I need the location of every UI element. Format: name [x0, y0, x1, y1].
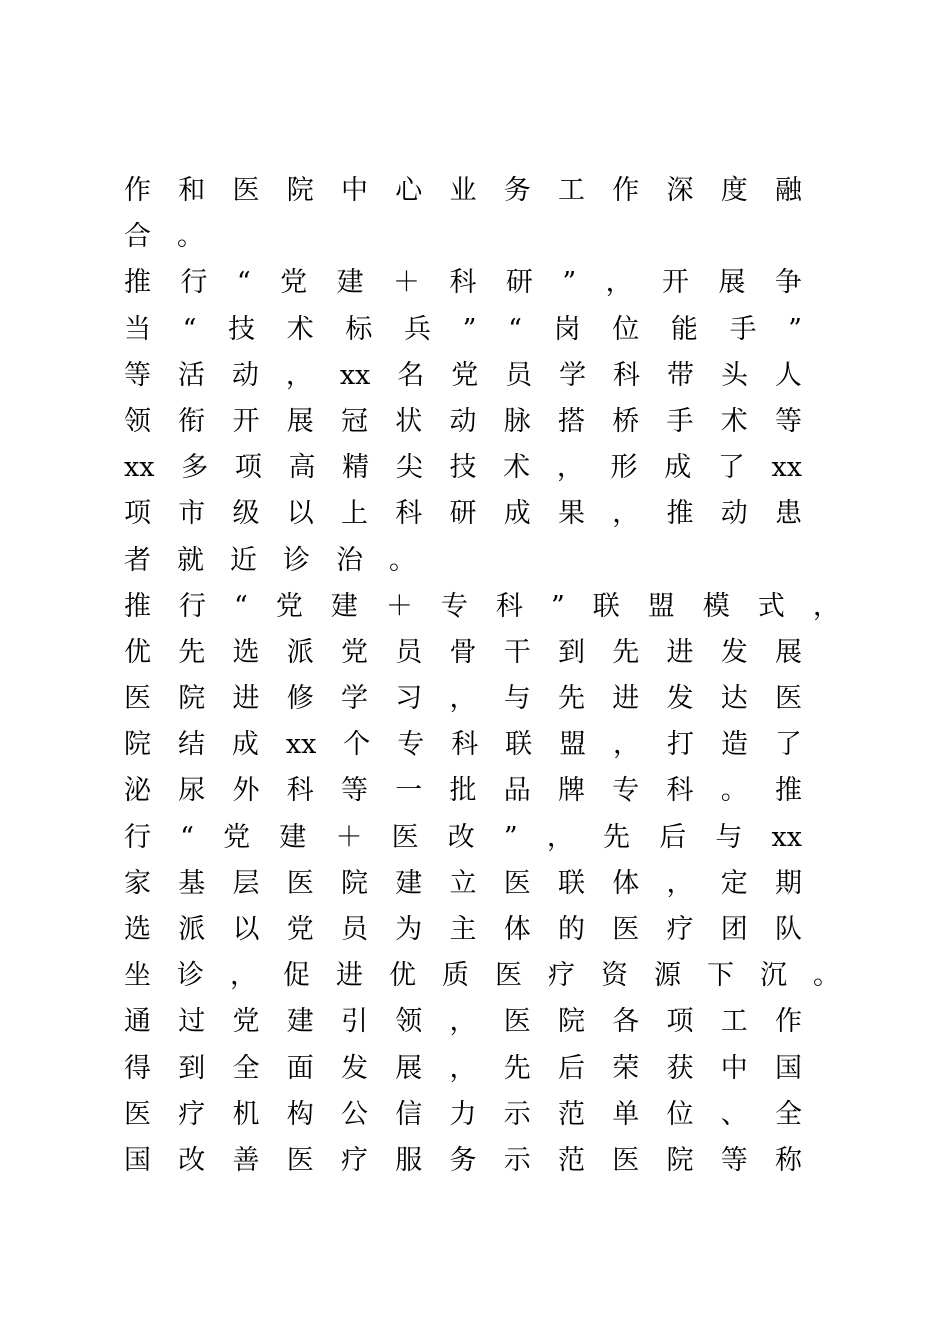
text-glyph: 主 — [449, 914, 477, 945]
text-glyph: 术 — [503, 452, 531, 484]
text-glyph: 推 — [124, 267, 151, 299]
text-glyph: 带 — [667, 359, 694, 391]
text-glyph: 院 — [666, 1144, 694, 1176]
text-glyph: 专 — [612, 775, 640, 807]
text-glyph: 争 — [774, 267, 802, 299]
text-glyph: 联 — [592, 590, 620, 622]
text-glyph: 与 — [715, 821, 743, 853]
text-glyph: 展 — [775, 636, 802, 668]
text-glyph: 全 — [232, 1052, 260, 1084]
text-glyph: 促 — [283, 960, 310, 992]
text-glyph: 员 — [505, 359, 533, 391]
text-glyph: 建 — [286, 1006, 314, 1038]
text-glyph: 中 — [720, 1052, 748, 1084]
text-glyph: 作 — [612, 175, 640, 206]
text-glyph: 国 — [775, 1052, 802, 1084]
text-glyph: xx — [124, 452, 155, 484]
text-glyph: 作 — [124, 175, 151, 206]
text-line — [124, 861, 802, 907]
text-glyph: 服 — [395, 1144, 423, 1176]
text-glyph: ， — [449, 1006, 477, 1038]
text-glyph: 为 — [395, 914, 423, 945]
text-glyph: 名 — [397, 359, 425, 391]
text-glyph: 外 — [232, 775, 260, 807]
text-glyph: 定 — [720, 867, 748, 899]
text-glyph: ” — [503, 821, 518, 853]
text-line — [124, 445, 802, 491]
text-glyph: 先 — [178, 636, 206, 668]
text-glyph: 专 — [440, 590, 468, 622]
text-glyph: 研 — [505, 267, 533, 299]
text-glyph: 沉 — [760, 960, 787, 992]
text-glyph: 先 — [558, 683, 585, 715]
text-glyph: 务 — [503, 175, 531, 206]
text-glyph: 单 — [612, 1098, 640, 1130]
text-glyph: ， — [812, 590, 840, 622]
text-glyph: 党 — [286, 914, 314, 945]
text-glyph: 党 — [232, 1006, 260, 1038]
text-glyph: 当 — [124, 313, 151, 345]
text-glyph: 建 — [279, 821, 307, 853]
text-glyph: “ — [236, 267, 251, 299]
text-glyph: 期 — [775, 867, 802, 899]
text-glyph: 质 — [442, 960, 469, 992]
text-glyph: 行 — [124, 821, 151, 853]
text-glyph: 患 — [775, 498, 802, 530]
text-glyph: ＋ — [335, 821, 363, 853]
text-glyph: 等 — [341, 775, 368, 807]
text-glyph: 科 — [449, 267, 477, 299]
text-glyph: 院 — [178, 683, 206, 715]
text-glyph: 学 — [341, 683, 368, 715]
text-glyph: 力 — [449, 1098, 477, 1130]
text-glyph: 展 — [286, 405, 314, 437]
text-glyph: 融 — [775, 175, 802, 206]
text-glyph: 过 — [178, 1006, 206, 1038]
text-glyph: 科 — [451, 729, 479, 761]
text-glyph: 派 — [286, 636, 314, 668]
text-glyph: 科 — [286, 775, 314, 807]
text-line — [124, 1092, 802, 1138]
text-glyph: 以 — [232, 914, 260, 945]
text-glyph: 引 — [341, 1006, 368, 1038]
text-glyph: 动 — [231, 359, 259, 391]
text-glyph: 形 — [610, 452, 638, 484]
text-glyph: 医 — [232, 175, 260, 206]
text-glyph: 骨 — [449, 636, 477, 668]
text-glyph: 医 — [612, 914, 640, 945]
text-glyph: 通 — [124, 1006, 151, 1038]
text-glyph: 医 — [286, 867, 314, 899]
text-glyph: 习 — [395, 683, 423, 715]
text-glyph: 先 — [603, 821, 631, 853]
text-glyph: xx — [285, 729, 317, 761]
text-glyph: 兵 — [404, 313, 432, 345]
text-glyph: 先 — [503, 1052, 531, 1084]
text-glyph: 疗 — [548, 960, 575, 992]
text-line — [124, 1046, 802, 1092]
text-glyph: “ — [234, 590, 248, 622]
text-glyph: 医 — [612, 1144, 640, 1176]
text-glyph: ” — [788, 313, 802, 345]
text-glyph: 状 — [395, 405, 423, 437]
text-glyph: 等 — [775, 405, 802, 437]
text-glyph: ＋ — [385, 590, 413, 622]
text-glyph: 获 — [666, 1052, 694, 1084]
text-line — [124, 491, 802, 537]
text-glyph: 员 — [341, 914, 368, 945]
text-glyph: 成 — [664, 452, 692, 484]
text-line — [124, 768, 802, 814]
text-glyph: 党 — [280, 267, 308, 299]
text-glyph: xx — [771, 452, 802, 484]
text-glyph: 疗 — [178, 1098, 206, 1130]
text-glyph: 品 — [503, 775, 531, 807]
text-glyph: 派 — [178, 914, 206, 945]
text-glyph: 优 — [389, 960, 416, 992]
text-glyph: 搭 — [558, 405, 585, 437]
text-glyph: 项 — [666, 1006, 694, 1038]
text-glyph: 工 — [720, 1006, 748, 1038]
text-glyph: “ — [180, 821, 194, 853]
text-glyph: 活 — [177, 359, 205, 391]
text-glyph: 建 — [336, 267, 364, 299]
text-glyph: 诊 — [283, 544, 310, 576]
text-glyph: 善 — [232, 1144, 260, 1176]
text-line — [124, 353, 802, 399]
text-glyph: 一 — [395, 775, 423, 807]
text-glyph: 业 — [449, 175, 477, 206]
text-glyph: 改 — [178, 1144, 206, 1176]
text-glyph: 体 — [612, 867, 640, 899]
text-glyph: 造 — [720, 729, 748, 761]
text-glyph: 行 — [180, 267, 208, 299]
text-glyph: 示 — [503, 1098, 531, 1130]
text-line — [124, 907, 802, 953]
text-line — [124, 260, 802, 306]
text-glyph: 体 — [503, 914, 531, 945]
text-glyph: 的 — [558, 914, 585, 945]
text-line — [124, 953, 840, 999]
text-glyph: 进 — [232, 683, 260, 715]
text-glyph: 医 — [503, 1006, 531, 1038]
text-glyph: 位 — [666, 1098, 694, 1130]
text-line — [124, 538, 802, 584]
text-glyph: 项 — [234, 452, 262, 484]
text-glyph: 示 — [503, 1144, 531, 1176]
text-glyph: 院 — [341, 867, 368, 899]
text-glyph: 成 — [231, 729, 259, 761]
text-glyph: 脉 — [503, 405, 531, 437]
text-glyph: 范 — [558, 1098, 585, 1130]
text-line — [124, 815, 802, 861]
text-glyph: 专 — [397, 729, 425, 761]
text-line — [124, 722, 802, 768]
text-glyph: 了 — [717, 452, 745, 484]
text-glyph: 技 — [449, 452, 477, 484]
text-glyph: 公 — [341, 1098, 368, 1130]
text-glyph: 推 — [124, 590, 151, 622]
text-line — [124, 584, 840, 630]
text-glyph: 机 — [232, 1098, 260, 1130]
text-glyph: 院 — [124, 729, 151, 761]
text-glyph: 术 — [286, 313, 314, 345]
text-glyph: 头 — [720, 359, 748, 391]
text-glyph: 等 — [124, 359, 151, 391]
text-line — [124, 214, 802, 260]
text-glyph: 术 — [720, 405, 748, 437]
text-glyph: ， — [605, 267, 633, 299]
text-glyph: xx — [339, 359, 371, 391]
text-glyph: 科 — [495, 590, 523, 622]
text-glyph: 合 — [124, 221, 151, 253]
text-glyph: 修 — [286, 683, 314, 715]
text-glyph: 联 — [558, 867, 585, 899]
text-glyph: 称 — [775, 1144, 802, 1176]
text-glyph: ＋ — [393, 267, 420, 299]
text-glyph: 到 — [558, 636, 585, 668]
text-glyph: 领 — [124, 405, 151, 437]
text-glyph: 技 — [228, 313, 256, 345]
text-glyph: 尿 — [178, 775, 206, 807]
text-glyph: 多 — [181, 452, 209, 484]
text-glyph: xx — [771, 821, 802, 853]
text-glyph: 衔 — [178, 405, 206, 437]
text-glyph: 学 — [559, 359, 587, 391]
text-glyph: 手 — [666, 405, 694, 437]
text-glyph: 党 — [341, 636, 368, 668]
text-glyph: 医 — [286, 1144, 314, 1176]
text-glyph: ， — [230, 960, 257, 992]
text-glyph: 得 — [124, 1052, 151, 1084]
text-glyph: 选 — [232, 636, 260, 668]
text-line — [124, 630, 802, 676]
text-glyph: 、 — [720, 1098, 748, 1130]
text-glyph: 基 — [178, 867, 206, 899]
text-glyph: 高 — [288, 452, 316, 484]
text-glyph: 国 — [124, 1144, 151, 1176]
text-glyph: 医 — [391, 821, 419, 853]
text-glyph: ” — [462, 313, 477, 345]
text-glyph: 资 — [601, 960, 628, 992]
text-glyph: 打 — [667, 729, 694, 761]
text-glyph: 开 — [662, 267, 689, 299]
text-glyph: 进 — [612, 683, 640, 715]
body-text — [124, 168, 844, 1184]
text-line — [124, 999, 802, 1045]
text-glyph: 队 — [775, 914, 802, 945]
text-glyph: ， — [666, 867, 694, 899]
text-glyph: 果 — [558, 498, 585, 530]
text-glyph: 医 — [124, 683, 151, 715]
text-glyph: 项 — [124, 498, 151, 530]
text-glyph: 达 — [720, 683, 748, 715]
text-glyph: 。 — [720, 775, 748, 807]
text-glyph: ” — [562, 267, 577, 299]
text-glyph: 展 — [718, 267, 746, 299]
text-glyph: 结 — [177, 729, 205, 761]
text-glyph: 进 — [666, 636, 694, 668]
text-glyph: 尖 — [395, 452, 423, 484]
text-glyph: 深 — [666, 175, 694, 206]
text-glyph: 冠 — [341, 405, 368, 437]
text-glyph: 成 — [503, 498, 531, 530]
text-glyph: 党 — [223, 821, 251, 853]
text-glyph: ” — [550, 590, 565, 622]
text-glyph: 疗 — [341, 1144, 368, 1176]
text-glyph: 盟 — [559, 729, 587, 761]
text-glyph: 后 — [558, 1052, 585, 1084]
text-glyph: 联 — [505, 729, 533, 761]
text-glyph: 疗 — [666, 914, 694, 945]
text-glyph: 立 — [449, 867, 477, 899]
text-glyph: 医 — [495, 960, 522, 992]
text-glyph: 位 — [612, 313, 640, 345]
text-glyph: 科 — [613, 359, 641, 391]
text-glyph: 建 — [395, 867, 423, 899]
text-line — [124, 307, 802, 353]
text-glyph: 度 — [720, 175, 748, 206]
text-glyph: 和 — [178, 175, 206, 206]
text-glyph: 院 — [286, 175, 314, 206]
text-glyph: 科 — [666, 775, 694, 807]
text-glyph: 医 — [503, 867, 531, 899]
text-glyph: 模 — [702, 590, 730, 622]
text-glyph: 构 — [286, 1098, 314, 1130]
text-glyph: 层 — [232, 867, 260, 899]
text-glyph: 范 — [558, 1144, 585, 1176]
text-glyph: 近 — [230, 544, 257, 576]
text-glyph: 式 — [757, 590, 785, 622]
text-glyph: 工 — [558, 175, 585, 206]
text-glyph: 。 — [177, 221, 204, 253]
text-glyph: 。 — [389, 544, 416, 576]
text-glyph: ， — [613, 729, 641, 761]
text-glyph: 后 — [659, 821, 687, 853]
text-glyph: ， — [285, 359, 313, 391]
text-glyph: 就 — [177, 544, 204, 576]
text-line — [124, 399, 802, 445]
text-glyph: 面 — [286, 1052, 314, 1084]
text-glyph: 各 — [612, 1006, 640, 1038]
text-glyph: 动 — [720, 498, 748, 530]
text-glyph: 党 — [451, 359, 479, 391]
text-glyph: 信 — [395, 1098, 423, 1130]
text-glyph: 作 — [775, 1006, 802, 1038]
text-glyph: 等 — [720, 1144, 748, 1176]
text-glyph: 个 — [343, 729, 371, 761]
text-line — [124, 1138, 802, 1184]
text-glyph: 选 — [124, 914, 151, 945]
text-glyph: 级 — [232, 498, 260, 530]
text-glyph: 优 — [124, 636, 151, 668]
text-glyph: 标 — [345, 313, 373, 345]
text-glyph: 市 — [178, 498, 206, 530]
text-glyph: 中 — [341, 175, 368, 206]
text-glyph: 手 — [729, 313, 757, 345]
text-glyph: 科 — [395, 498, 423, 530]
text-glyph: 动 — [449, 405, 477, 437]
text-glyph: 。 — [813, 960, 840, 992]
text-glyph: 精 — [342, 452, 370, 484]
text-line — [124, 168, 802, 214]
text-glyph: 行 — [179, 590, 207, 622]
text-glyph: 批 — [449, 775, 477, 807]
text-glyph: 全 — [775, 1098, 802, 1130]
text-glyph: 领 — [395, 1006, 423, 1038]
text-glyph: 坐 — [124, 960, 151, 992]
text-glyph: 家 — [124, 867, 151, 899]
text-glyph: 诊 — [177, 960, 204, 992]
text-glyph: 源 — [654, 960, 681, 992]
text-glyph: 医 — [124, 1098, 151, 1130]
text-glyph: 展 — [395, 1052, 423, 1084]
text-glyph: 了 — [774, 729, 802, 761]
text-glyph: 发 — [341, 1052, 368, 1084]
text-glyph: 能 — [670, 313, 698, 345]
text-glyph: 心 — [395, 175, 423, 206]
text-glyph: 泌 — [124, 775, 151, 807]
text-glyph: 与 — [503, 683, 531, 715]
text-glyph: ， — [546, 821, 574, 853]
text-glyph: 者 — [124, 544, 151, 576]
text-glyph: ， — [556, 452, 584, 484]
text-glyph: ， — [449, 1052, 477, 1084]
text-glyph: 干 — [503, 636, 531, 668]
text-glyph: 团 — [720, 914, 748, 945]
text-glyph: ， — [612, 498, 640, 530]
text-glyph: “ — [182, 313, 197, 345]
text-glyph: 推 — [666, 498, 694, 530]
text-glyph: 荣 — [612, 1052, 640, 1084]
text-glyph: 研 — [449, 498, 477, 530]
text-glyph: 开 — [232, 405, 260, 437]
text-glyph: 岗 — [553, 313, 581, 345]
text-glyph: “ — [508, 313, 522, 345]
text-glyph: 下 — [707, 960, 734, 992]
text-glyph: 发 — [720, 636, 748, 668]
text-glyph: 进 — [336, 960, 363, 992]
text-glyph: 治 — [336, 544, 363, 576]
text-glyph: 改 — [447, 821, 475, 853]
text-glyph: 推 — [775, 775, 802, 807]
text-glyph: 发 — [666, 683, 694, 715]
text-glyph: 员 — [395, 636, 423, 668]
text-glyph: 务 — [449, 1144, 477, 1176]
text-glyph: 先 — [612, 636, 640, 668]
text-glyph: 院 — [558, 1006, 585, 1038]
text-glyph: 以 — [286, 498, 314, 530]
text-glyph: 盟 — [647, 590, 675, 622]
text-glyph: 到 — [178, 1052, 206, 1084]
text-glyph: 人 — [774, 359, 802, 391]
text-glyph: 牌 — [558, 775, 585, 807]
text-line — [124, 676, 802, 722]
text-glyph: 上 — [341, 498, 368, 530]
text-glyph: ， — [449, 683, 477, 715]
text-glyph: 医 — [775, 683, 802, 715]
text-glyph: 党 — [275, 590, 303, 622]
text-glyph: 建 — [330, 590, 358, 622]
text-glyph: 桥 — [612, 405, 640, 437]
